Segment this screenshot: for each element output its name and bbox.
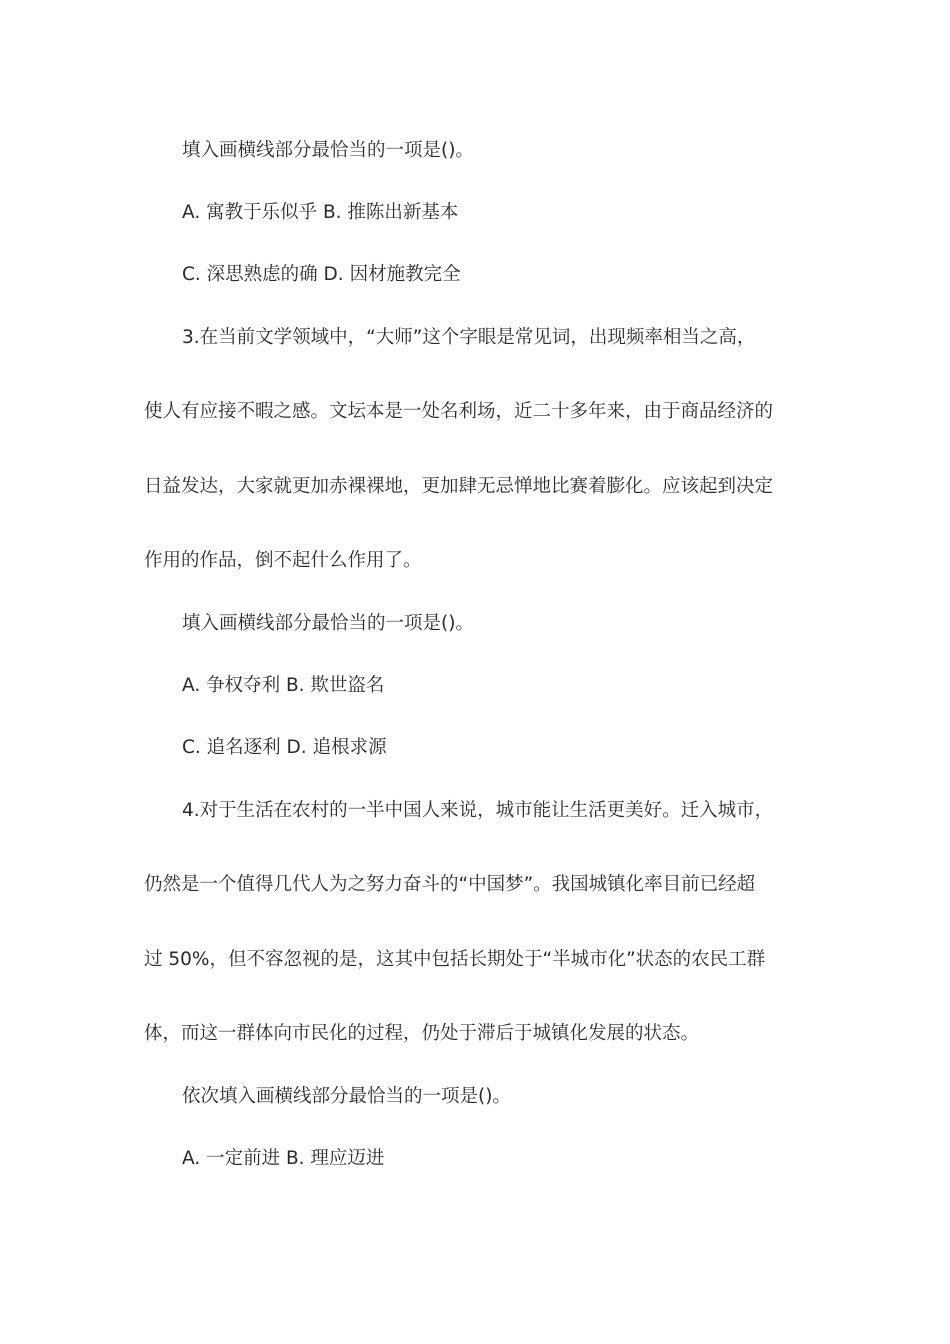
answer-options-ab: A. 一定前进 B. 理应迈进 (182, 1148, 385, 1169)
question-4-paragraph-line: 体，而这一群体向市民化的过程，仍处于滞后于城镇化发展的状态。 (144, 1023, 700, 1044)
question-3-paragraph-line: 3.在当前文学领域中，“大师”这个字眼是常见词，出现频率相当之高， (182, 327, 756, 348)
question-prompt: 填入画横线部分最恰当的一项是()。 (182, 140, 474, 161)
question-4-paragraph-line: 过 50%，但不容忽视的是，这其中包括长期处于“半城市化”状态的农民工群 (144, 949, 766, 970)
answer-options-ab: A. 争权夺利 B. 欺世盗名 (182, 675, 385, 696)
question-3-paragraph-line: 使人有应接不暇之感。文坛本是一处名利场，近二十多年来，由于商品经济的 (144, 401, 774, 422)
answer-options-cd: C. 追名逐利 D. 追根求源 (182, 737, 387, 758)
answer-options-cd: C. 深思熟虑的确 D. 因材施教完全 (182, 264, 461, 285)
question-4-paragraph-line: 仍然是一个值得几代人为之努力奋斗的“中国梦”。我国城镇化率目前已经超 (144, 874, 756, 895)
answer-options-ab: A. 寓教于乐似乎 B. 推陈出新基本 (182, 202, 459, 223)
question-3-paragraph-line: 作用的作品，倒不起什么作用了。 (144, 550, 422, 571)
question-3-paragraph-line: 日益发达，大家就更加赤裸裸地，更加肆无忌惮地比赛着膨化。应该起到决定 (144, 476, 774, 497)
question-prompt: 依次填入画横线部分最恰当的一项是()。 (182, 1086, 511, 1107)
question-4-paragraph-line: 4.对于生活在农村的一半中国人来说，城市能让生活更美好。迁入城市， (182, 800, 774, 821)
question-prompt: 填入画横线部分最恰当的一项是()。 (182, 613, 474, 634)
